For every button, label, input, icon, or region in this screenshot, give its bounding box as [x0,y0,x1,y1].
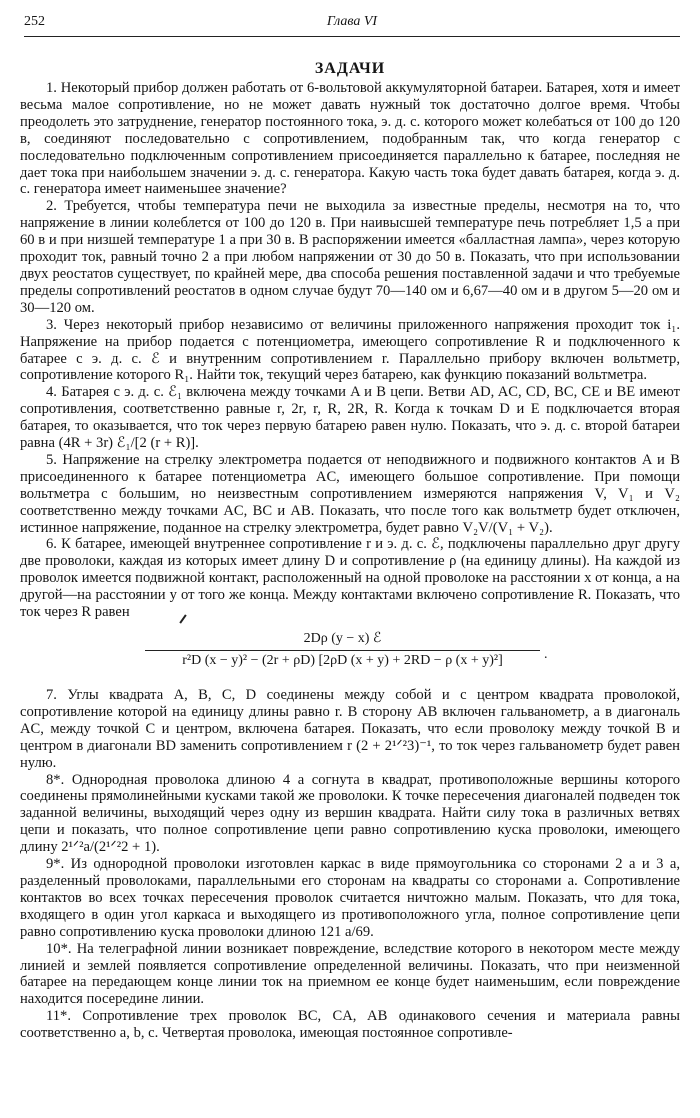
formula-denominator: r²D (x − y)² − (2r + ρD) [2ρD (x + y) + 2RD − ρ (x + y)²] [182,652,503,668]
problem-1: 1. Некоторый прибор должен работать от 6-вольтовой аккумуляторной батареи. Батарея, хотя и имеет весьма малое сопротивление, но не может давать нужный ток достаточно долгое время. Чтобы преодолеть это затруднение, генератор постоянного тока, э. д. с. которого может колебаться от 100 до 120 в, соединяют последовательно с сопротивлением, подобранным так, что когда генератор с последовательно подключенным сопротивлением присоединяется параллельно к батарее, последняя не дает тока при наибольшем значении э. д. с. генератора. Какую часть тока будет давать батарея, когда э. д. с. генератора имеет наименьшее значение? [20,80,680,198]
problem-4: 4. Батарея с э. д. с. ℰ₁ включена между точками A и B цепи. Ветви AD, AC, CD, BC, CE и BE имеют сопротивления, соответственно равные r, 2r, r, R, 2R, R. Когда к точкам D и E подключается вторая батарея, то оказывается, что ток через первую батарею равен нулю. Показать, что э. д. с. второй батареи равна (4R + 3r) ℰ₁/[2 (r + R)]. [20,384,680,452]
section-title: ЗАДАЧИ [314,60,386,77]
formula-fraction [145,631,540,670]
page-number: 252 [24,14,45,29]
problem-10: 10*. На телеграфной линии возникает повреждение, вследствие которого в некотором месте между линией и землей появляется сопротивление определенной величины. Показать, что при неизменной батарее на передающем конце линии ток на приемном ее конце будет наименьшим, если повреждение находится посередине линии. [20,940,680,1008]
current-formula [20,631,680,668]
problem-3: 3. Через некоторый прибор независимо от величины приложенного напряжения проходит ток i₁. Напряжение на прибор подается с потенциометра, имеющего сопротивление R и подключенного к батарее с э. д. с. ℰ и внутренним сопротивлением r. Параллельно прибору включен вольтметр, сопротивление которого R₁. Найти ток, текущий через батарею, как функцию показаний вольтметра. [20,316,680,384]
chapter-title: Глава VI [326,14,378,29]
formula-numerator: 2Dρ (y − x) ℰ [145,631,540,651]
problems-text [20,80,680,1042]
formula-period: . [544,647,548,662]
problem-2: 2. Требуется, чтобы температура печи не выходила за известные пределы, несмотря на то, что напряжение в линии колеблется от 100 до 120 в. При наивысшей температуре печь потребляет 1,5 а при 60 в и при низшей температуре 1 а при 30 в. В распоряжении имеется «балластная лампа», через которую проходит ток, равный точно 2 а при любом напряжении от 30 до 50 в. Показать, что при использовании двух реостатов существует, по крайней мере, два способа решения поставленной задачи и что требуемые пределы сопротивлений реостатов в одном случае будут 70—140 ом и 6,67—40 ом и в другом 5—20 ом и 30—120 ом. [20,198,680,316]
problem-8: 8*. Однородная проволока длиною 4 a согнута в квадрат, противоположные вершины которого соединены прямолинейными кусками такой же проволоки. К точке пересечения диагоналей подведен ток заданной величины, выходящий через одну из вершин квадрата. Найти силу тока в различных ветвях цепи и показать, что полное сопротивление цепи равно сопротивлению куска проволоки, имеющего длину 2¹ᐟ²a/(2¹ᐟ²2 + 1). [20,771,680,856]
problem-6: 6. К батарее, имеющей внутреннее сопротивление r и э. д. с. ℰ, подключены параллельно друг другу две проволоки, каждая из которых имеет длину D и сопротивление ρ (на единицу длины). На каждой из проволок имеется подвижной контакт, расположенный на одной проволоке на расстоянии x от конца, а на другой—на расстоянии y от того же конца. Между контактами включено сопротивление R. Показать, что ток через R равен [20,536,680,621]
problem-9: 9*. Из однородной проволоки изготовлен каркас в виде прямоугольника со сторонами 2 a и 3 a, разделенный проволоками, параллельными его сторонам на квадраты со сторонами a. Сопротивление контактов во всех точках пересечения проволок считается ничтожно малым. Показать, что для тока, входящего в один угол каркаса и выходящего из противоположного угла, полное сопротивление цепи равно сопротивлению куска проволоки длиною 121 a/69. [20,856,680,940]
problem-7: 7. Углы квадрата A, B, C, D соединены между собой и с центром квадрата проволокой, сопротивление которой на единицу длины равно r. В сторону AB включен гальванометр, а в диагональ AC, между точкой C и центром, включена батарея. Показать, что если проволоку между точкой B и центром в диагонали BD заменить сопротивлением r (2 + 2¹ᐟ²3)⁻¹, то ток через гальванометр будет равен нулю. [20,687,680,771]
page-header [24,6,680,37]
problem-5: 5. Напряжение на стрелку электрометра подается от неподвижного и подвижного контактов A и B присоединенного к батарее потенциометра AC, имеющего большое сопротивление. При помощи вольтметра с большим, но неизвестным сопротивлением измеряются напряжения V, V₁ и V₂ соответственно между точками AC, BC и AB. Показать, что после того как вольтметр будет отключен, истинное напряжение, поданное на стрелку электрометра, будет равно V₂V/(V₁ + V₂). [20,451,680,536]
problem-11: 11*. Сопротивление трех проволок BC, CA, AB одинакового сечения и материала равны соответственно a, b, c. Четвертая проволока, имеющая постоянное сопротивле- [20,1008,680,1042]
